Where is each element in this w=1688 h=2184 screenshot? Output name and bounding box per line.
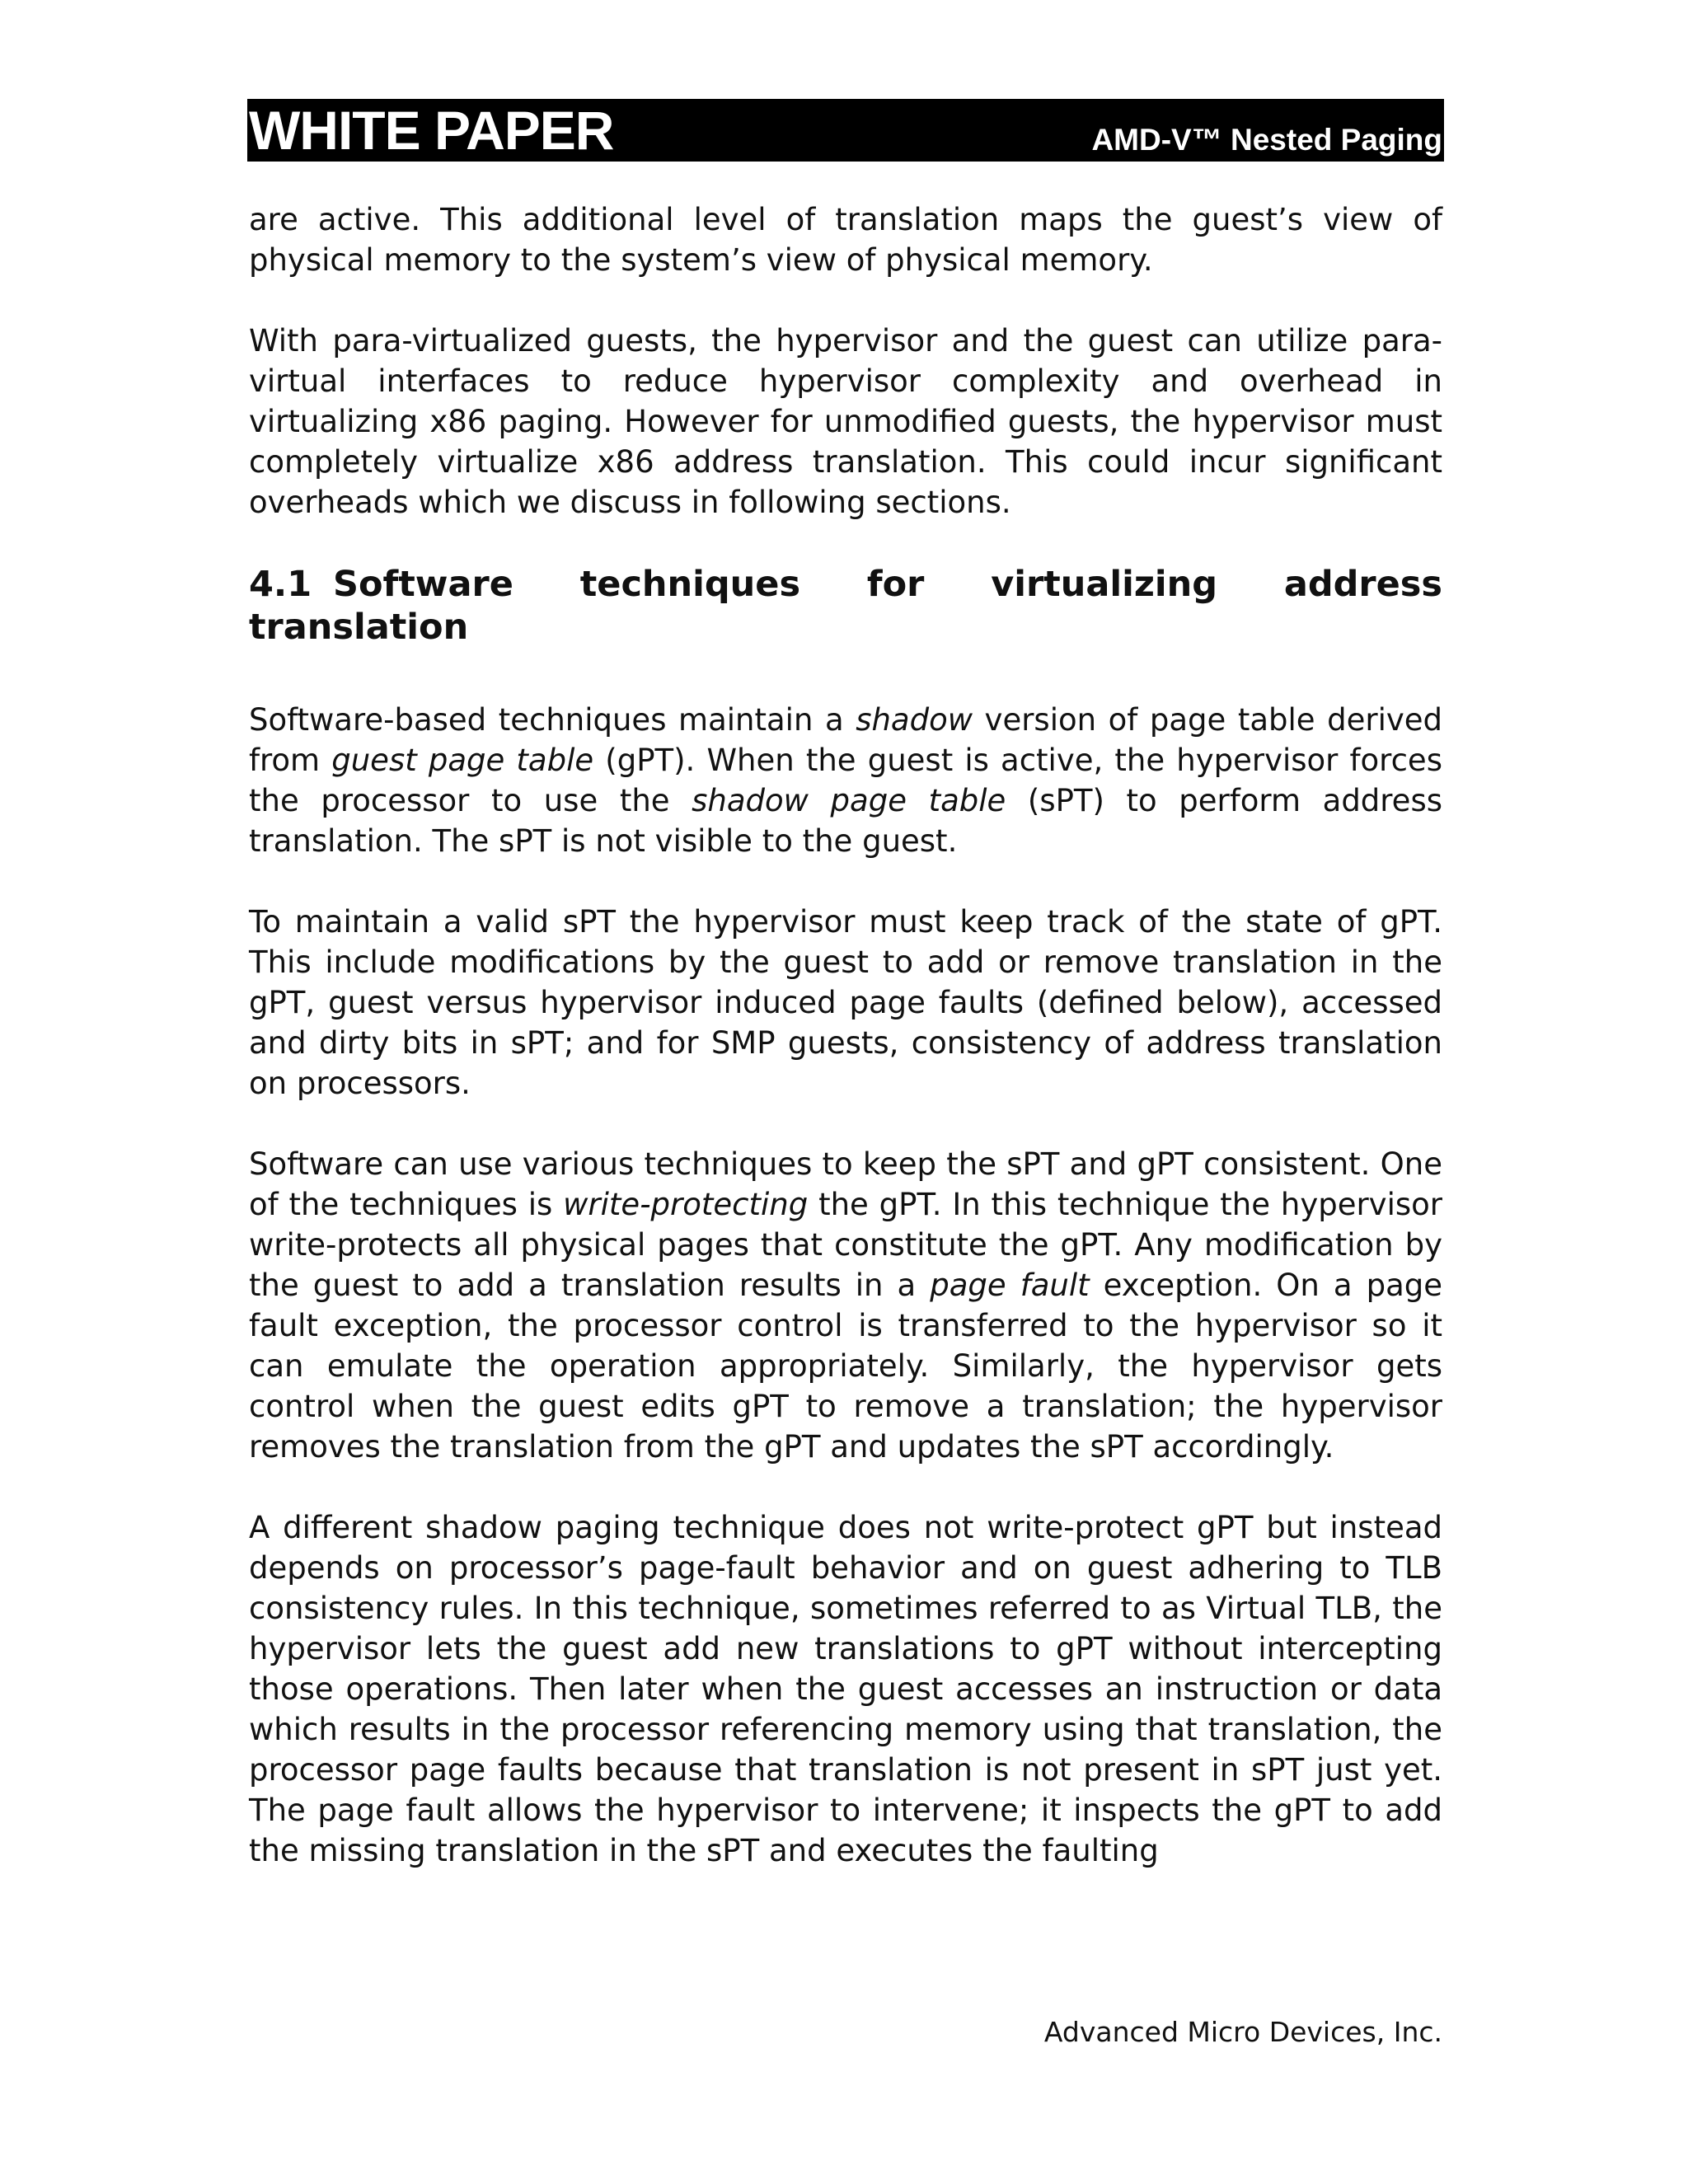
section-number: 4.1 bbox=[249, 564, 312, 605]
paragraph-maintain-spt: To maintain a valid sPT the hypervisor must keep track of the state of gPT. This include modifications by the guest to add or remove translation in the gPT, guest versus hypervisor induced page faults (defined below), accessed and dirty bits in sPT; and for SMP guests, consistency of address translation on processors. bbox=[249, 904, 1442, 1101]
section-heading bbox=[249, 563, 1442, 649]
text-run: version of page table derived from bbox=[249, 702, 1442, 778]
paragraph-software-techniques bbox=[249, 700, 1442, 861]
paragraph-virtual-tlb: A different shadow paging technique does not write-protect gPT but instead depends on processor’s page-fault behavior and on guest adhering to TLB consistency rules. In this technique, sometimes referred to as Virtual TLB, the hypervisor lets the guest add new translations to gPT without intercepting those operations. Then later when the guest accesses an instruction or data which results in the processor referencing memory using that translation, the processor page faults because that translation is not present in sPT just yet. The page fault allows the hypervisor to intervene; it inspects the gPT to add the missing translation in the sPT and executes the faulting bbox=[249, 1510, 1442, 1868]
emphasis-shadow-page-table: shadow page table bbox=[692, 783, 1006, 818]
section-title: Software techniques for virtualizing address translation bbox=[249, 564, 1442, 648]
header-title: WHITE PAPER bbox=[249, 100, 614, 161]
text-run: (gPT). When the guest is active, the hypervisor forces the processor to use the bbox=[249, 743, 1442, 818]
body-content bbox=[249, 199, 1442, 1871]
header-bar bbox=[247, 99, 1444, 162]
emphasis-write-protecting: write-protecting bbox=[563, 1187, 809, 1222]
emphasis-shadow: shadow bbox=[856, 702, 973, 738]
footer-company: Advanced Micro Devices, Inc. bbox=[1043, 2016, 1442, 2048]
header-subtitle: AMD-V™ Nested Paging bbox=[1091, 123, 1442, 157]
text-run: the gPT. In this technique the hypervisor write-protects all physical pages that constitute the gPT. Any modification by the guest to add a translation results in a bbox=[249, 1187, 1442, 1303]
text-run: Software can use various techniques to keep the sPT and gPT consistent. One of the techniques is bbox=[249, 1146, 1442, 1222]
text-run: exception. On a page fault exception, the processor control is transferred to the hypervisor so it can emulate the operation appropriately. Similarly, the hypervisor gets control when the guest edits gPT to remove a translation; the hypervisor removes the translation from the gPT and updates the sPT accordingly. bbox=[249, 1268, 1443, 1465]
paragraph-write-protecting bbox=[249, 1144, 1442, 1467]
emphasis-page-fault: page fault bbox=[930, 1268, 1090, 1303]
paragraph-continuation: are active. This additional level of translation maps the guest’s view of physical memory to the system’s view of physical memory. bbox=[249, 202, 1442, 278]
paragraph-para-virtualized: With para-virtualized guests, the hypervisor and the guest can utilize para-virtual interfaces to reduce hypervisor complexity and overhead in virtualizing x86 paging. However for unmodified guests, the hypervisor must completely virtualize x86 address translation. This could incur significant overheads which we discuss in following sections. bbox=[249, 323, 1442, 520]
text-run: (sPT) to perform address translation. The sPT is not visible to the guest. bbox=[249, 783, 1443, 859]
emphasis-guest-page-table: guest page table bbox=[331, 743, 594, 778]
text-run: Software-based techniques maintain a bbox=[249, 702, 856, 738]
